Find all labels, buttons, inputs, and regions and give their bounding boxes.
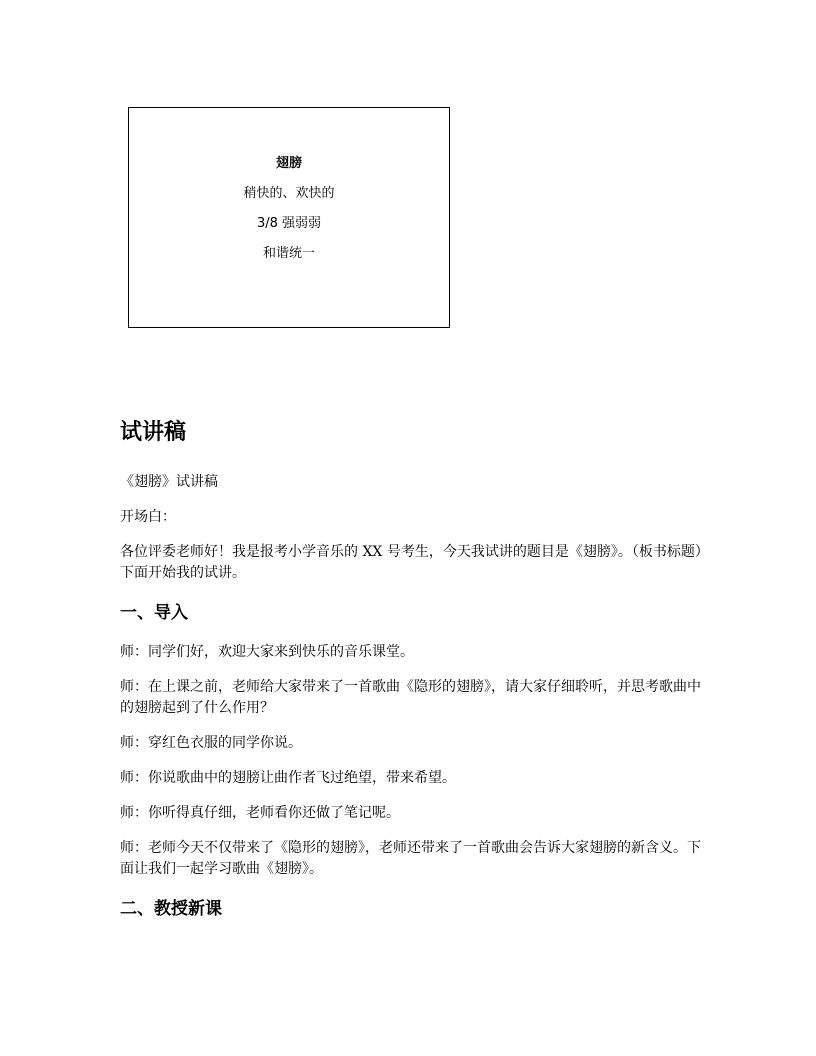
board-line-tempo: 稍快的、欢快的 xyxy=(243,186,335,201)
dialogue-paragraph: 师：你说歌曲中的翅膀让曲作者飞过绝望，带来希望。 xyxy=(120,770,456,786)
board-line-meter: 3/8 强弱弱 xyxy=(256,216,322,231)
dialogue-paragraph: 师：穿红色衣服的同学你说。 xyxy=(120,735,302,751)
opening-text: 各位评委老师好！我是报考小学音乐的 XX 号考生，今天我试讲的题目是《翅膀》。（板书标题）下面开始我的试讲。 xyxy=(120,544,709,581)
document-subtitle: 《翅膀》试讲稿 xyxy=(120,474,218,490)
page-title: 试讲稿 xyxy=(120,420,187,445)
dialogue-paragraph: 师：老师今天不仅带来了《隐形的翅膀》，老师还带来了一首歌曲会告诉大家翅膀的新含义。下面让我们一起学习歌曲《翅膀》。 xyxy=(120,840,701,877)
dialogue-paragraph: 师：你听得真仔细，老师看你还做了笔记呢。 xyxy=(120,805,400,821)
blackboard-summary-box xyxy=(128,107,450,328)
document-body xyxy=(120,418,710,938)
board-title: 翅膀 xyxy=(275,156,302,171)
section-heading-new-lesson: 二、教授新课 xyxy=(120,899,222,919)
dialogue-paragraph: 师：同学们好，欢迎大家来到快乐的音乐课堂。 xyxy=(120,644,414,660)
section-heading-intro: 一、导入 xyxy=(120,603,188,623)
board-line-harmony: 和谐统一 xyxy=(262,246,315,261)
opening-label: 开场白： xyxy=(120,509,176,525)
dialogue-paragraph: 师：在上课之前，老师给大家带来了一首歌曲《隐形的翅膀》，请大家仔细聆听，并思考歌曲中的翅膀起到了什么作用？ xyxy=(120,679,701,716)
